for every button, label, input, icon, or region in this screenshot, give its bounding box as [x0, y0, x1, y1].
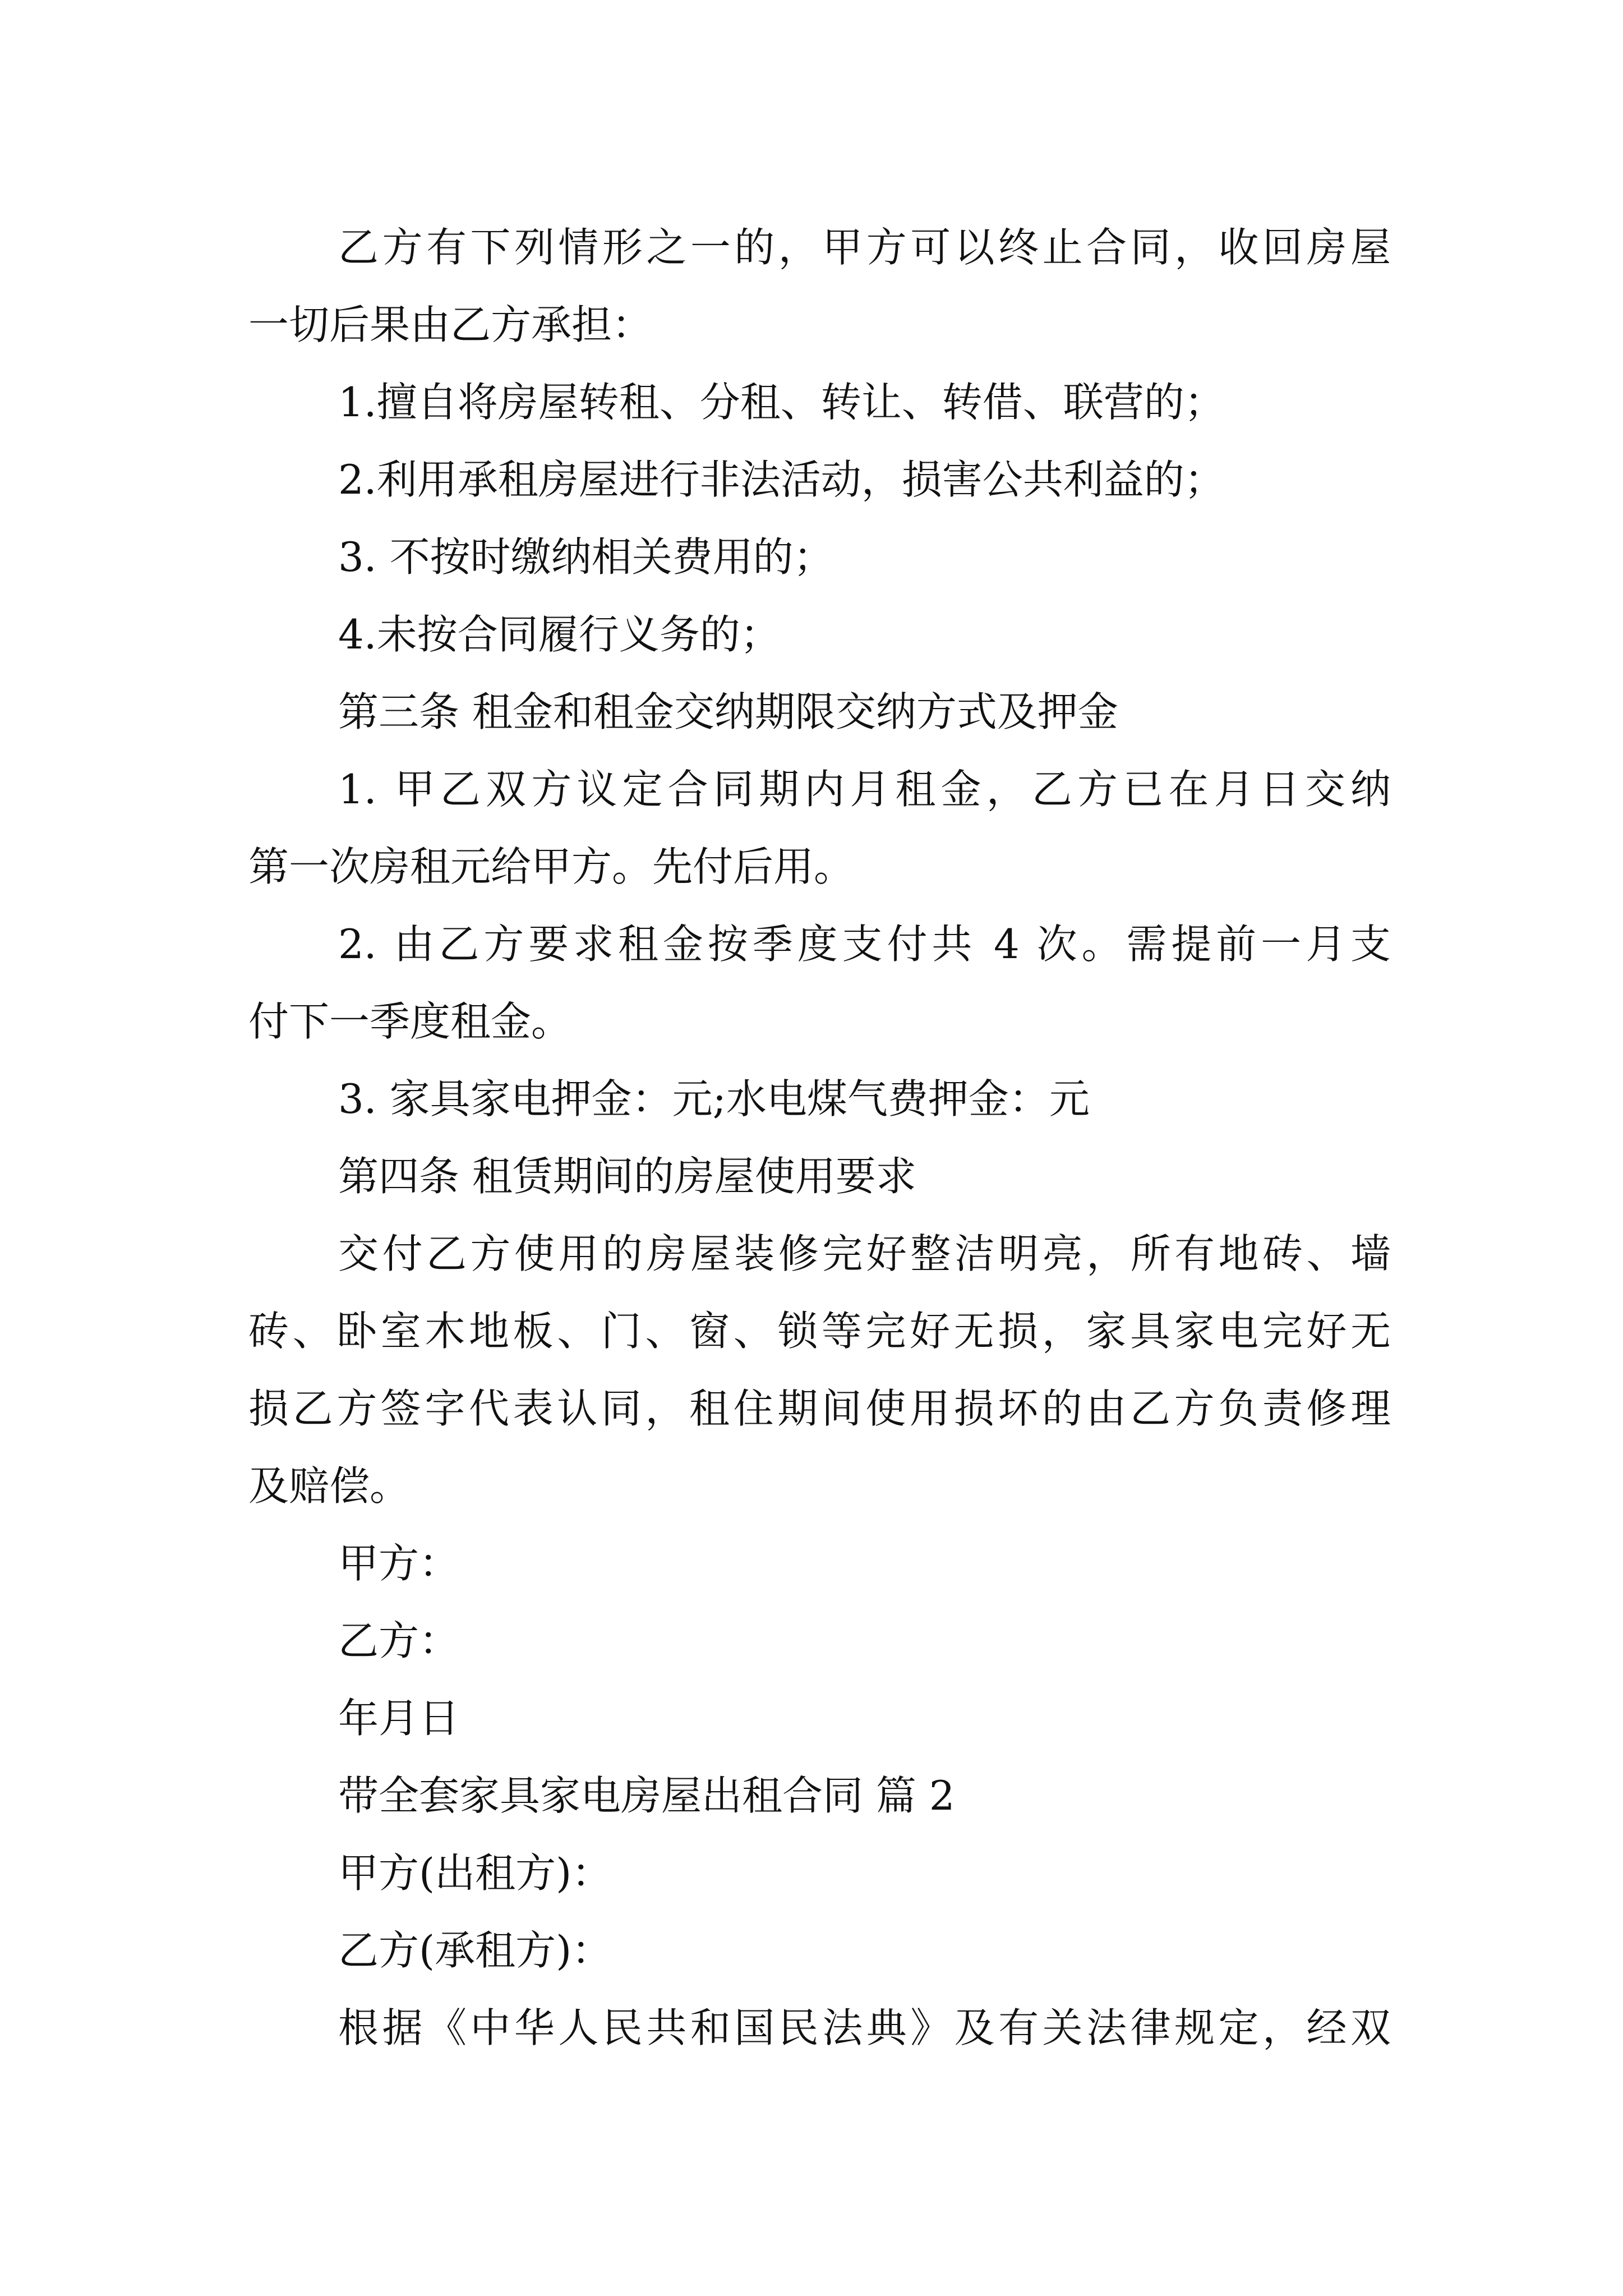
text-line: 根据《中华人民共和国民法典》及有关法律规定，经双 — [338, 2004, 1391, 2051]
text-line: 乙方有下列情形之一的，甲方可以终止合同，收回房屋 — [338, 224, 1391, 271]
text-line: 乙方(承租方)： — [338, 1927, 612, 1974]
text-line: 甲方(出租方)： — [338, 1849, 612, 1897]
text-line: 带全套家具家电房屋出租合同 篇 2 — [338, 1772, 955, 1819]
text-line: 及赔偿。 — [248, 1462, 411, 1510]
text-line: 第四条 租赁期间的房屋使用要求 — [338, 1153, 916, 1200]
text-line: 2.利用承租房屋进行非法活动，损害公共利益的； — [338, 456, 1225, 503]
text-line: 付下一季度租金。 — [248, 998, 572, 1045]
text-line: 第一次房租元给甲方。先付后用。 — [248, 843, 855, 890]
text-line: 乙方： — [338, 1617, 460, 1664]
text-line: 1.擅自将房屋转租、分租、转让、转借、联营的； — [338, 379, 1225, 426]
text-line: 3. 家具家电押金：元;水电煤气费押金：元 — [338, 1075, 1090, 1122]
text-line: 年月日 — [338, 1695, 460, 1742]
text-line: 2. 由乙方要求租金按季度支付共 4 次。需提前一月支 — [338, 921, 1391, 968]
text-line: 甲方： — [338, 1540, 460, 1587]
text-line: 一切后果由乙方承担： — [248, 301, 653, 348]
text-line: 砖、卧室木地板、门、窗、锁等完好无损，家具家电完好无 — [248, 1308, 1391, 1355]
text-line: 4.未按合同履行义务的； — [338, 611, 781, 658]
text-line: 1. 甲乙双方议定合同期内月租金，乙方已在月日交纳 — [338, 766, 1391, 813]
text-line: 损乙方签字代表认同，租住期间使用损坏的由乙方负责修理 — [248, 1385, 1391, 1432]
document-body — [248, 209, 1391, 2067]
text-line: 3. 不按时缴纳相关费用的； — [338, 533, 834, 581]
text-line: 第三条 租金和租金交纳期限交纳方式及押金 — [338, 688, 1118, 735]
text-line: 交付乙方使用的房屋装修完好整洁明亮，所有地砖、墙 — [338, 1230, 1391, 1277]
